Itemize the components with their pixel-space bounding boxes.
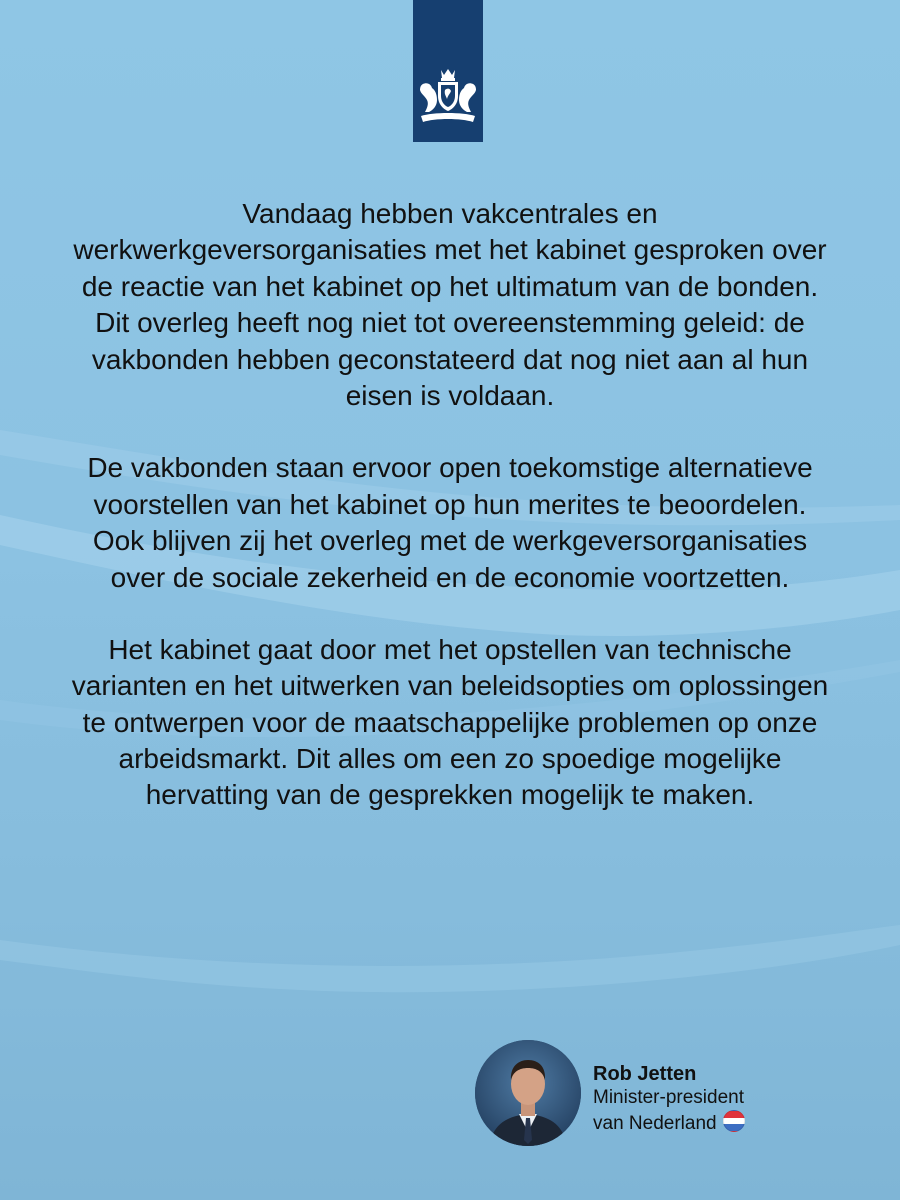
- signature-text: [593, 1062, 745, 1136]
- paragraph-2: De vakbonden staan ervoor open toekomstige alternatieve voorstellen van het kabinet op hun merites te beoordelen. Ook blijven zij het overleg met de werkgeversorganisaties over de sociale zekerheid en de economie voortzetten.: [87, 452, 813, 593]
- avatar: [475, 1040, 581, 1146]
- signatory-name: Rob Jetten: [593, 1063, 697, 1085]
- signature-block: [475, 1040, 875, 1150]
- statement-text: [70, 196, 830, 850]
- netherlands-flag-icon: [723, 1110, 745, 1132]
- coat-of-arms-icon: [417, 66, 479, 130]
- portrait-icon: [475, 1040, 581, 1146]
- signatory-role: Minister-president: [593, 1087, 744, 1108]
- signatory-country-label: van Nederland: [593, 1113, 717, 1134]
- government-logo-bar: [413, 0, 483, 142]
- paragraph-1: Vandaag hebben vakcentrales en werkwerkgeversorganisaties met het kabinet gesproken over de reactie van het kabinet op het ultimatum van de bonden. Dit overleg heeft nog niet tot overeenstemming geleid: de vakbonden hebben geconstateerd dat nog niet aan al hun eisen is voldaan.: [73, 198, 827, 411]
- paragraph-3: Het kabinet gaat door met het opstellen van technische varianten en het uitwerken van beleidsopties om oplossingen te ontwerpen voor de maatschappelijke problemen op onze arbeidsmarkt. Dit alles om een zo spoedige mogelijke hervatting van de gesprekken mogelijk te maken.: [71, 633, 829, 811]
- signatory-country: [593, 1110, 745, 1136]
